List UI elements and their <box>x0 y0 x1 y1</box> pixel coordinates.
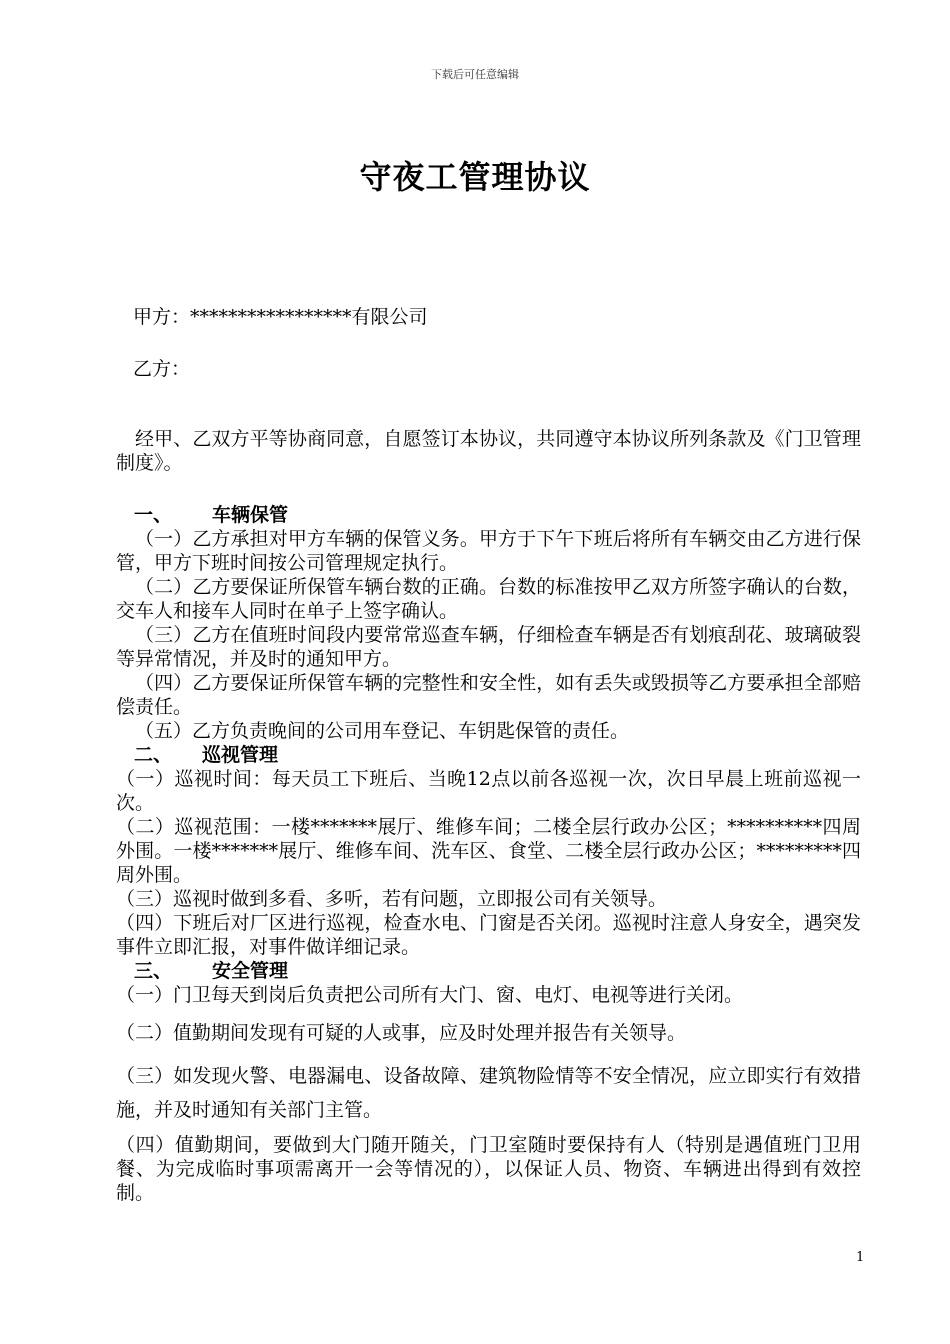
clause: （四）值勤期间，要做到大门随开随关，门卫室随时要保持有人（特别是遇值班门卫用餐、为完成临时事项需离开一会等情况的），以保证人员、物资、车辆进出得到有效控制。 <box>116 1134 861 1204</box>
section-title: 安全管理 <box>212 960 289 982</box>
clause: （三）乙方在值班时间段内要常常巡查车辆，仔细检查车辆是否有划痕刮花、玻璃破裂等异常情况，并及时的通知甲方。 <box>116 624 861 670</box>
clause: （五）乙方负责晚间的公司用车登记、车钥匙保管的责任。 <box>135 720 630 742</box>
party-b: 乙方： <box>133 358 191 380</box>
section-heading <box>116 959 861 983</box>
section-number: 三、 <box>134 960 173 982</box>
clause: （二）乙方要保证所保管车辆台数的正确。台数的标准按甲乙双方所签字确认的台数，交车人和接车人同时在单子上签字确认。 <box>116 576 861 622</box>
section-title: 车辆保管 <box>212 504 289 526</box>
clause: （二）值勤期间发现有可疑的人或事，应及时处理并报告有关领导。 <box>116 1022 687 1044</box>
clause: （一）巡视时间：每天员工下班后、当晚12点以前各巡视一次，次日早晨上班前巡视一次。 <box>116 768 861 814</box>
section-vehicle-custody <box>116 503 861 1205</box>
clause: （四）乙方要保证所保管车辆的完整性和安全性，如有丢失或毁损等乙方要承担全部赔偿责任。 <box>116 672 861 718</box>
party-a: 甲方：*****************有限公司 <box>133 306 428 328</box>
document-title: 守夜工管理协议 <box>359 158 591 196</box>
clause: （二）巡视范围：一楼*******展厅、维修车间；二楼全层行政办公区；**********四周外围。一楼*******展厅、维修车间、洗车区、食堂、二楼全层行政办公区；*********四周外围。 <box>116 816 861 886</box>
clause: （四）下班后对厂区进行巡视，检查水电、门窗是否关闭。巡视时注意人身安全，遇突发事件立即汇报，对事件做详细记录。 <box>116 912 861 958</box>
section-heading <box>116 503 861 527</box>
intro-paragraph: 经甲、乙双方平等协商同意，自愿签订本协议，共同遵守本协议所列条款及《门卫管理制度》。 <box>116 428 861 474</box>
section-heading <box>116 743 861 767</box>
section-title: 巡视管理 <box>202 744 279 766</box>
clause: （三）如发现火警、电器漏电、设备故障、建筑物险情等不安全情况，应立即实行有效措施，并及时通知有关部门主管。 <box>116 1065 861 1121</box>
clause: （三）巡视时做到多看、多听，若有问题，立即报公司有关领导。 <box>116 888 668 910</box>
clause: （一）乙方承担对甲方车辆的保管义务。甲方于下午下班后将所有车辆交由乙方进行保管，甲方下班时间按公司管理规定执行。 <box>116 528 861 574</box>
header-note: 下载后可任意编辑 <box>431 68 519 81</box>
clause: （一）门卫每天到岗后负责把公司所有大门、窗、电灯、电视等进行关闭。 <box>116 984 744 1006</box>
intro-block <box>116 427 861 475</box>
section-number: 一、 <box>134 504 173 526</box>
section-number: 二、 <box>134 744 173 766</box>
page-number: 1 <box>856 1250 865 1265</box>
